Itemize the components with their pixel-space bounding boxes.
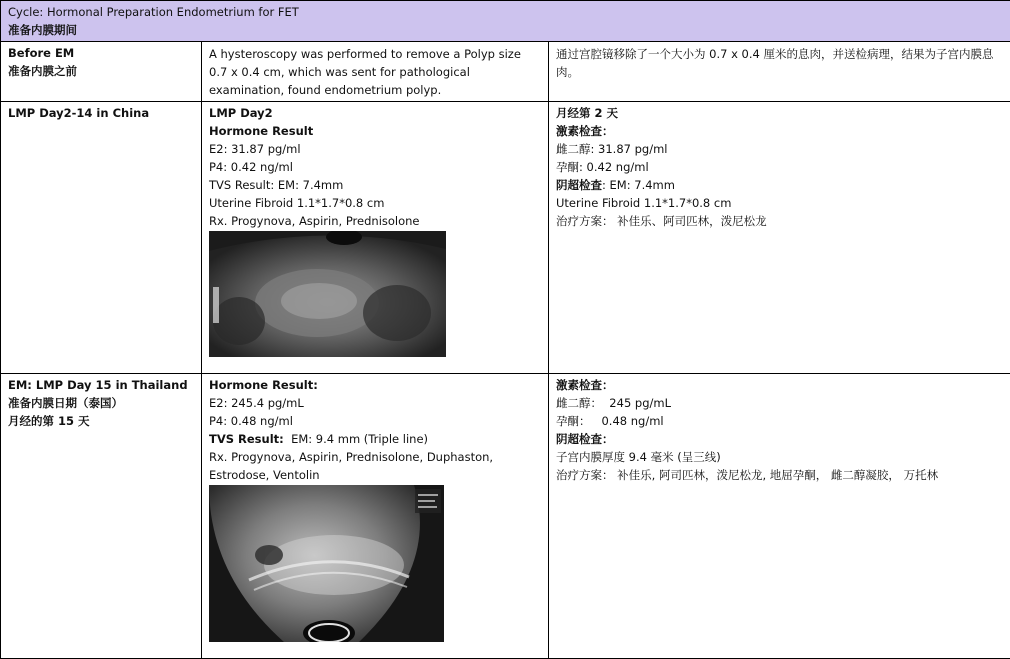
row-label-zh-day: 月经的第 15 天 — [8, 412, 194, 430]
tvs-result-zh — [556, 176, 1003, 194]
hormone-heading: Hormone Result: — [209, 376, 541, 394]
chinese-cell — [549, 102, 1010, 374]
english-cell — [202, 102, 549, 374]
hysteroscopy-note: A hysteroscopy was performed to remove a Polyp size 0.7 x 0.4 cm, which was sent for pathological examination, found endometrium polyp. — [209, 45, 541, 99]
day-heading-zh: 月经第 2 天 — [556, 104, 1003, 122]
row-label-zh: 准备内膜日期（泰国） — [8, 394, 194, 412]
tvs-label-zh: 阴超检查 — [556, 178, 602, 192]
tvs-result — [209, 430, 541, 448]
table-header-cell — [1, 1, 1010, 42]
hysteroscopy-note-zh: 通过宫腔镜移除了一个大小为 0.7 x 0.4 厘米的息肉，并送检病理，结果为子宫内膜息肉。 — [556, 45, 1003, 81]
table-header-row — [1, 1, 1010, 42]
hormone-heading: Hormone Result — [209, 122, 541, 140]
hormone-heading-zh: 激素检查： — [556, 122, 1003, 140]
ultrasound-image — [209, 231, 446, 357]
row-label-cell — [1, 102, 202, 374]
cycle-title: Cycle: Hormonal Preparation Endometrium for FET — [8, 3, 1003, 21]
prescription-zh: 治疗方案： 补佳乐, 阿司匹林，泼尼松龙, 地屈孕酮， 雌二醇凝胶， 万托林 — [556, 466, 1003, 484]
chinese-cell — [549, 374, 1010, 659]
e2-value-zh: 雌二醇: 31.87 pg/ml — [556, 140, 1003, 158]
p4-value-zh: 孕酮: 0.42 ng/ml — [556, 158, 1003, 176]
row-label: Before EM — [8, 44, 194, 62]
row-label-cell — [1, 42, 202, 102]
table-row-lmp-day2 — [1, 102, 1010, 374]
prescription-zh: 治疗方案： 补佳乐、阿司匹林，泼尼松龙 — [556, 212, 1003, 230]
prescription: Rx. Progynova, Aspirin, Prednisolone — [209, 212, 541, 230]
row-label-zh: 准备内膜之前 — [8, 62, 194, 80]
fibroid-size-zh: Uterine Fibroid 1.1*1.7*0.8 cm — [556, 194, 1003, 212]
english-cell — [202, 374, 549, 659]
row-label: EM: LMP Day 15 in Thailand — [8, 376, 194, 394]
cycle-subtitle: 准备内膜期间 — [8, 21, 1003, 39]
hormone-heading-zh: 激素检查： — [556, 376, 1003, 394]
e2-value-zh: 雌二醇： 245 pg/mL — [556, 394, 1003, 412]
tvs-value: EM: 9.4 mm (Triple line) — [284, 432, 428, 446]
row-label-cell — [1, 374, 202, 659]
tvs-label: TVS Result: — [209, 432, 284, 446]
tvs-result: TVS Result: EM: 7.4mm — [209, 176, 541, 194]
p4-value: P4: 0.48 ng/ml — [209, 412, 541, 430]
table-row-before-em — [1, 42, 1010, 102]
ultrasound-image — [209, 485, 444, 642]
english-cell — [202, 42, 549, 102]
p4-value-zh: 孕酮： 0.48 ng/ml — [556, 412, 1003, 430]
e2-value: E2: 245.4 pg/mL — [209, 394, 541, 412]
e2-value: E2: 31.87 pg/ml — [209, 140, 541, 158]
tvs-value-zh: : EM: 7.4mm — [602, 178, 675, 192]
prescription: Rx. Progynova, Aspirin, Prednisolone, Duphaston, Estrodose, Ventolin — [209, 448, 541, 484]
day-heading: LMP Day2 — [209, 104, 541, 122]
row-label: LMP Day2-14 in China — [8, 104, 194, 122]
tvs-heading-zh: 阴超检查： — [556, 430, 1003, 448]
p4-value: P4: 0.42 ng/ml — [209, 158, 541, 176]
tvs-result-zh: 子宫内膜厚度 9.4 毫米 (呈三线) — [556, 448, 1003, 466]
table-row-em-day15 — [1, 374, 1010, 659]
fibroid-size: Uterine Fibroid 1.1*1.7*0.8 cm — [209, 194, 541, 212]
chinese-cell — [549, 42, 1010, 102]
